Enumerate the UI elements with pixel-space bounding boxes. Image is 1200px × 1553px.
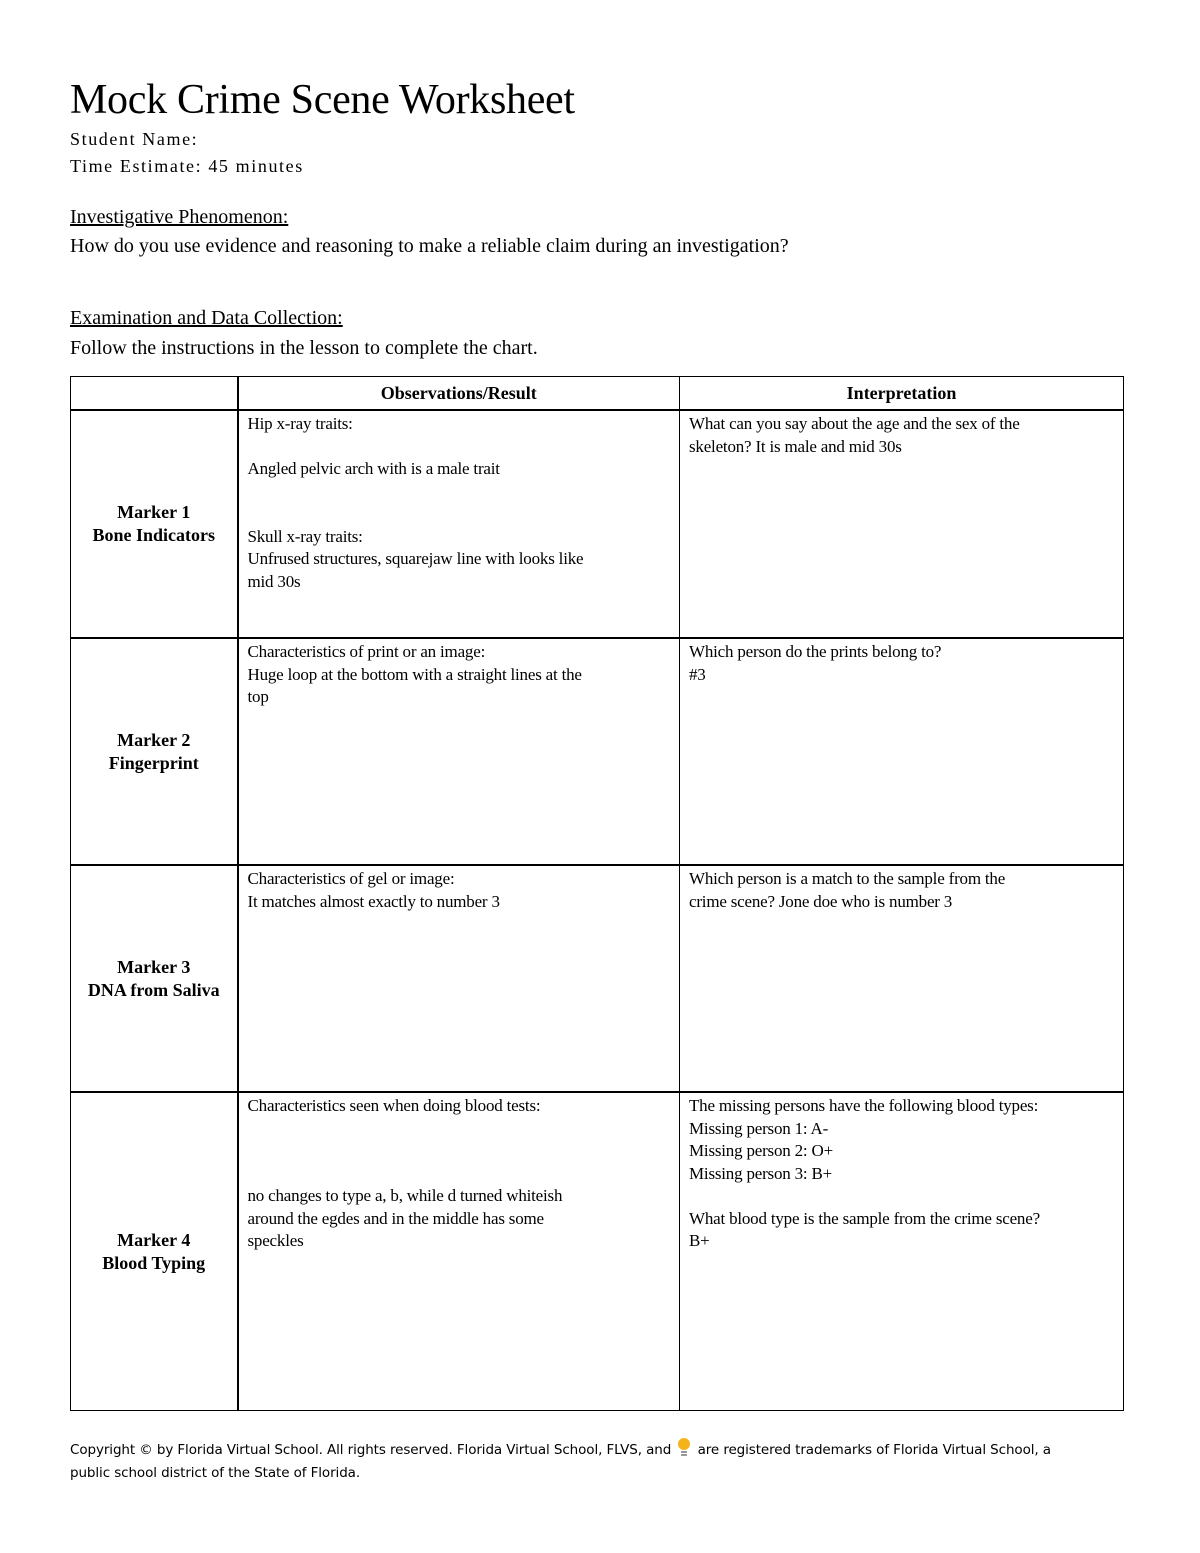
observations-line: Hip x-ray traits: <box>247 414 353 434</box>
evidence-chart <box>70 376 1124 1411</box>
marker-name: Fingerprint <box>108 752 199 773</box>
marker-number: Marker 3 <box>117 956 191 977</box>
observations-line: Angled pelvic arch with is a male trait <box>247 459 500 479</box>
page-title: Mock Crime Scene Worksheet <box>70 77 575 123</box>
chart-header-row <box>71 377 1124 411</box>
observations-line: It matches almost exactly to number 3 <box>247 891 500 911</box>
observations-line: no changes to type a, b, while d turned whiteish <box>247 1186 563 1206</box>
interpretation-cell[interactable] <box>680 865 1124 1092</box>
observations-line: mid 30s <box>247 571 301 591</box>
observations-cell[interactable] <box>238 638 680 865</box>
marker-name: Bone Indicators <box>92 525 215 546</box>
interpretation-line: What blood type is the sample from the crime scene? <box>689 1208 1040 1228</box>
copyright-footer <box>70 1438 1130 1484</box>
marker-number: Marker 1 <box>117 502 191 523</box>
observations-line: Unfrused structures, squarejaw line with looks like <box>247 549 584 569</box>
marker-name: DNA from Saliva <box>87 979 220 1000</box>
observations-cell[interactable] <box>238 865 680 1092</box>
header-observations: Observations/Result <box>238 377 680 411</box>
interpretation-cell[interactable] <box>680 638 1124 865</box>
table-row <box>71 1092 1124 1410</box>
interpretation-line: Missing person 3: B+ <box>689 1163 833 1183</box>
copyright-text-1: Copyright © by Florida Virtual School. All rights reserved. Florida Virtual School, FLVS, and <box>70 1442 672 1458</box>
observations-line: Skull x-ray traits: <box>247 526 363 546</box>
table-row <box>71 638 1124 865</box>
observations-line: Characteristics of print or an image: <box>247 642 486 662</box>
observations-cell[interactable] <box>238 410 680 638</box>
interpretation-cell[interactable] <box>680 1092 1124 1410</box>
marker-number: Marker 4 <box>117 1229 191 1250</box>
observations-line: speckles <box>247 1231 304 1251</box>
observations-line: Characteristics seen when doing blood tests: <box>247 1096 541 1116</box>
investigative-question: How do you use evidence and reasoning to make a reliable claim during an investigation? <box>70 235 789 257</box>
observations-line: around the egdes and in the middle has some <box>247 1208 544 1228</box>
interpretation-line: B+ <box>689 1231 710 1251</box>
student-name-label: Student Name: <box>70 129 199 149</box>
interpretation-line <box>689 1185 1115 1208</box>
observations-line <box>248 1140 672 1163</box>
interpretation-line: Missing person 2: O+ <box>689 1141 833 1161</box>
marker-cell <box>71 638 238 865</box>
marker-number: Marker 2 <box>117 729 191 750</box>
interpretation-cell[interactable] <box>680 410 1124 638</box>
interpretation-line: Missing person 1: A- <box>689 1118 829 1138</box>
copyright-text-3: public school district of the State of Florida. <box>70 1464 361 1481</box>
examination-instructions: Follow the instructions in the lesson to complete the chart. <box>70 337 538 359</box>
lightbulb-icon <box>677 1438 691 1458</box>
observations-line: top <box>247 687 269 707</box>
interpretation-line: Which person do the prints belong to? <box>689 642 942 662</box>
investigative-heading: Investigative Phenomenon: <box>70 206 289 228</box>
observations-line: Huge loop at the bottom with a straight lines at the <box>247 664 582 684</box>
copyright-text-2: are registered trademarks of Florida Virtual School, a <box>697 1442 1051 1458</box>
marker-cell <box>71 1092 238 1410</box>
marker-cell <box>71 865 238 1092</box>
interpretation-line: skeleton? It is male and mid 30s <box>689 436 902 456</box>
table-row <box>71 410 1124 638</box>
header-interpretation: Interpretation <box>680 377 1124 411</box>
observations-line: Characteristics of gel or image: <box>247 869 455 889</box>
observations-line <box>248 1163 672 1186</box>
interpretation-line: Which person is a match to the sample from the <box>689 869 1006 889</box>
observations-line <box>248 1118 672 1141</box>
table-row <box>71 865 1124 1092</box>
interpretation-line: What can you say about the age and the sex of the <box>689 414 1020 434</box>
time-estimate: Time Estimate: 45 minutes <box>70 156 304 176</box>
observations-cell[interactable] <box>238 1092 680 1410</box>
marker-cell <box>71 410 238 638</box>
header-blank-cell <box>71 377 238 411</box>
observations-line <box>248 481 672 504</box>
interpretation-line: crime scene? Jone doe who is number 3 <box>689 891 953 911</box>
observations-line <box>248 503 672 526</box>
interpretation-line: The missing persons have the following blood types: <box>689 1096 1039 1116</box>
examination-heading: Examination and Data Collection: <box>70 307 343 329</box>
observations-line <box>248 436 672 459</box>
marker-name: Blood Typing <box>102 1252 206 1273</box>
interpretation-line: #3 <box>689 664 706 684</box>
